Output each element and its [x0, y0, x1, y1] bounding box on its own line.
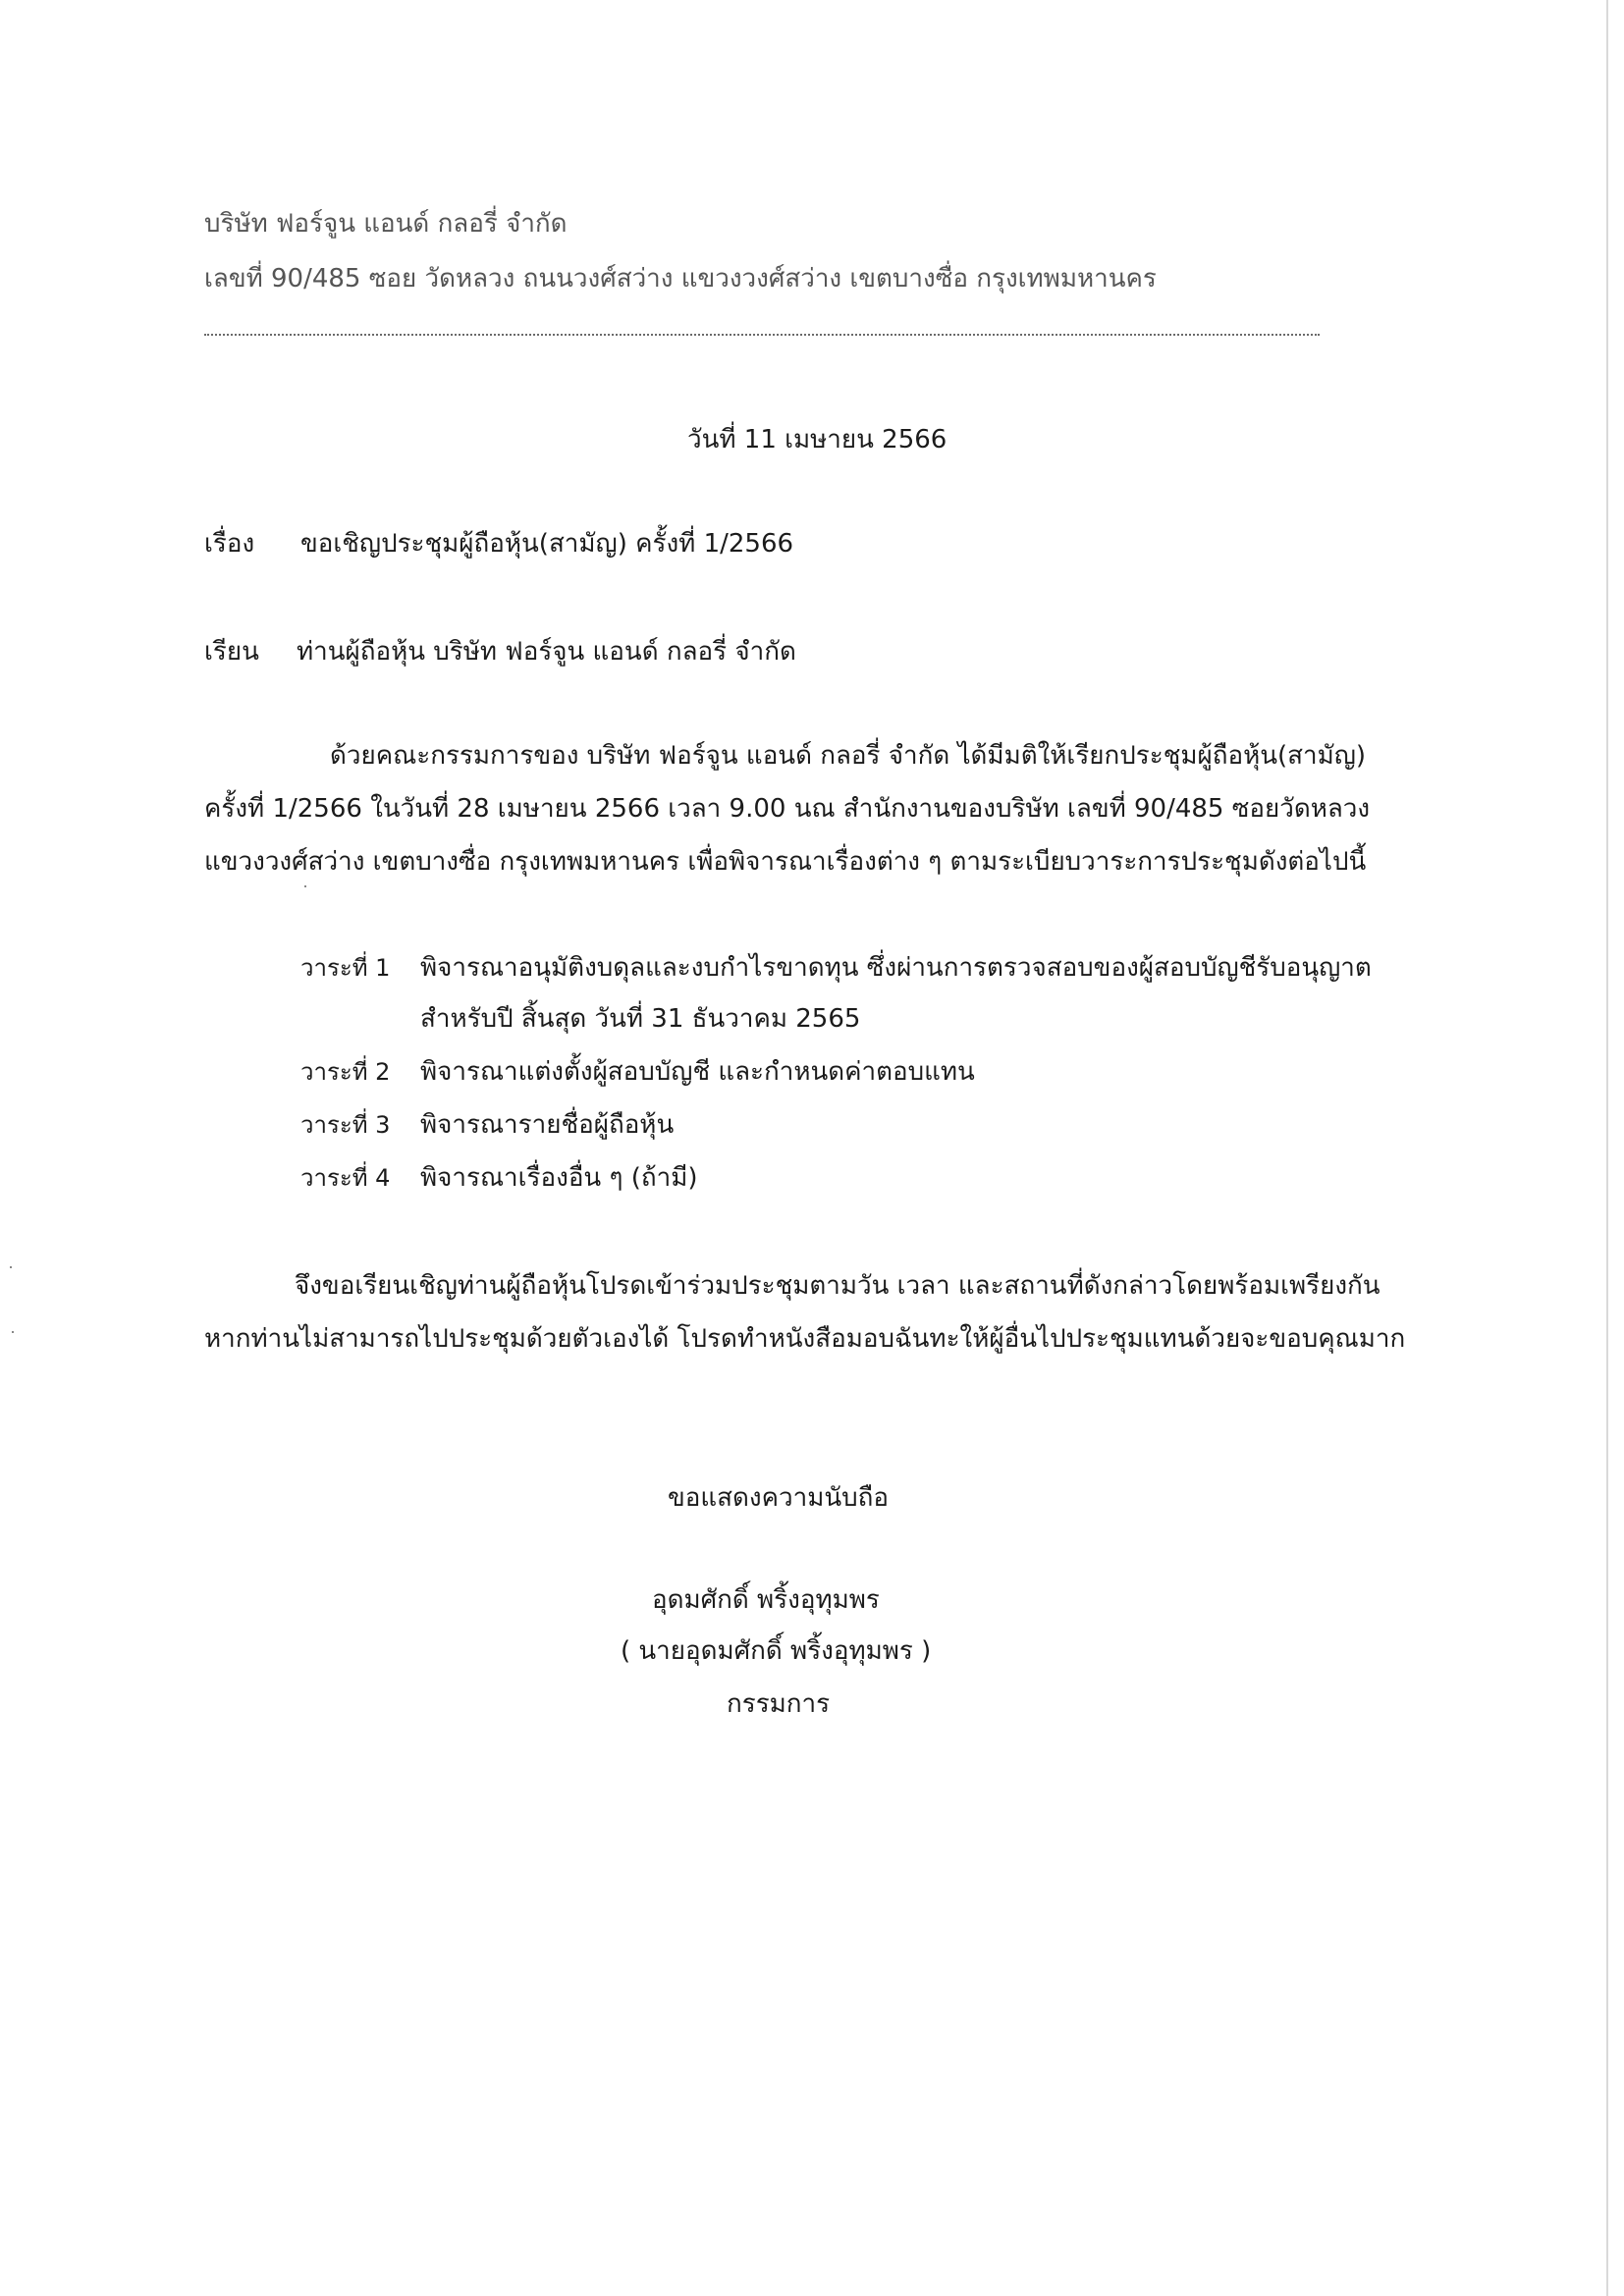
para1-line-3: แขวงวงศ์สว่าง เขตบางซื่อ กรุงเทพมหานคร เพื่อพิจารณาเรื่องต่าง ๆ ตามระเบียบวาระการประชุมดังต่อไปนี้ [204, 847, 1367, 877]
recipient-label: เรียน [204, 637, 259, 667]
divider [204, 334, 1320, 336]
signer-name: ( นายอุดมศักดิ์ พริ้งอุทุมพร ) [621, 1636, 932, 1666]
agenda-3-label: วาระที่ 3 [300, 1111, 391, 1139]
scan-speck [12, 1331, 14, 1333]
letter-date: วันที่ 11 เมษายน 2566 [687, 425, 947, 454]
agenda-2-label: วาระที่ 2 [300, 1058, 391, 1086]
subject-text: ขอเชิญประชุมผู้ถือหุ้น(สามัญ) ครั้งที่ 1/2566 [300, 529, 794, 559]
agenda-3-line-1: พิจารณารายชื่อผู้ถือหุ้น [420, 1110, 675, 1140]
scan-speck [304, 885, 306, 887]
agenda-1-line-2: สำหรับปี สิ้นสุด วันที่ 31 ธันวาคม 2565 [420, 1004, 861, 1034]
closing-regards: ขอแสดงความนับถือ [668, 1483, 889, 1513]
para1-line-1: ด้วยคณะกรรมการของ บริษัท ฟอร์จูน แอนด์ กลอรี่ จำกัด ได้มีมติให้เรียกประชุมผู้ถือหุ้น(สามัญ) [330, 741, 1367, 771]
recipient-text: ท่านผู้ถือหุ้น บริษัท ฟอร์จูน แอนด์ กลอรี่ จำกัด [297, 637, 796, 667]
agenda-4-line-1: พิจารณาเรื่องอื่น ๆ (ถ้ามี) [420, 1163, 698, 1193]
signer-position: กรรมการ [727, 1689, 831, 1719]
subject-label: เรื่อง [204, 529, 255, 559]
para2-line-1: จึงขอเรียนเชิญท่านผู้ถือหุ้นโปรดเข้าร่วมประชุมตามวัน เวลา และสถานที่ดังกล่าวโดยพร้อมเพรียงกัน [295, 1271, 1380, 1301]
company-address: เลขที่ 90/485 ซอย วัดหลวง ถนนวงศ์สว่าง แขวงวงศ์สว่าง เขตบางซื่อ กรุงเทพมหานคร [204, 264, 1157, 294]
agenda-1-label: วาระที่ 1 [300, 954, 391, 982]
scan-speck [10, 1266, 12, 1268]
agenda-1-line-1: พิจารณาอนุมัติงบดุลและงบกำไรขาดทุน ซึ่งผ่านการตรวจสอบของผู้สอบบัญชีรับอนุญาต [420, 953, 1372, 983]
agenda-4-label: วาระที่ 4 [300, 1164, 391, 1192]
para1-line-2: ครั้งที่ 1/2566 ในวันที่ 28 เมษายน 2566 เวลา 9.00 นณ สำนักงานของบริษัท เลขที่ 90/485 ซอยวัดหลวง [204, 794, 1371, 824]
scan-edge [1606, 0, 1608, 2296]
para2-line-2: หากท่านไม่สามารถไปประชุมด้วยตัวเองได้ โปรดทำหนังสือมอบฉันทะให้ผู้อื่นไปประชุมแทนด้วยจะขอบคุณมาก [204, 1324, 1406, 1354]
agenda-2-line-1: พิจารณาแต่งตั้งผู้สอบบัญชี และกำหนดค่าตอบแทน [420, 1057, 975, 1087]
signature: อุดมศักดิ์ พริ้งอุทุมพร [652, 1585, 880, 1615]
company-name: บริษัท ฟอร์จูน แอนด์ กลอรี่ จำกัด [204, 209, 568, 239]
